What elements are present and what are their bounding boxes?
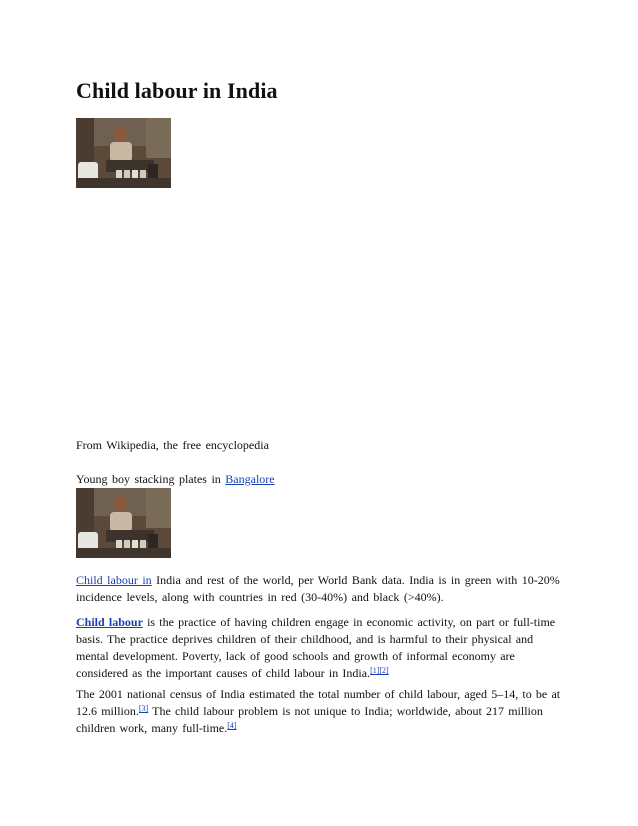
reference-3[interactable]: [139, 704, 148, 713]
intro-text: is the practice of having children engage in economic activity, on part or full-time basis. The practice deprives children of their childhood, and is harmful to their physical and mental development. Poverty, lack of good schools and growth of informal economy are considered as the important causes of child labour in India.: [76, 615, 556, 680]
map-caption-text-1: India and rest of the world, per World Bank data. India is in green with 10-20%: [151, 573, 560, 587]
image-caption: [76, 471, 275, 488]
census-text-b: The child labour problem is not unique to India; worldwide, about 217 million children work, many full-time.: [76, 704, 543, 735]
caption-text: Young boy stacking plates in: [76, 472, 226, 486]
census-text-a: The 2001 national census of India estimated the total number of child labour, aged 5–14, to be at 12.6 million.: [76, 687, 561, 718]
map-caption-line-1: [76, 572, 560, 589]
bangalore-link[interactable]: Bangalore: [225, 472, 275, 486]
boy-stacking-plates-image-2: [76, 488, 171, 558]
ref-2-link[interactable]: [2]: [379, 666, 389, 675]
boy-stacking-plates-image: [76, 118, 171, 188]
reference-1[interactable]: [370, 666, 389, 675]
child-labour-in-link[interactable]: Child labour in: [76, 573, 152, 587]
intro-paragraph: [76, 614, 566, 682]
ref-4-link[interactable]: [4]: [227, 721, 237, 730]
page-title: Child labour in India: [76, 78, 278, 103]
reference-4[interactable]: [227, 721, 236, 730]
map-caption-line-2: incidence levels, along with countries in red (30-40%) and black (>40%).: [76, 590, 444, 604]
child-labour-link[interactable]: Child labour: [76, 615, 143, 629]
census-paragraph: [76, 686, 566, 737]
ref-1-link[interactable]: [1]: [370, 666, 380, 675]
source-line: From Wikipedia, the free encyclopedia: [76, 438, 269, 452]
ref-3-link[interactable]: [3]: [138, 704, 149, 713]
